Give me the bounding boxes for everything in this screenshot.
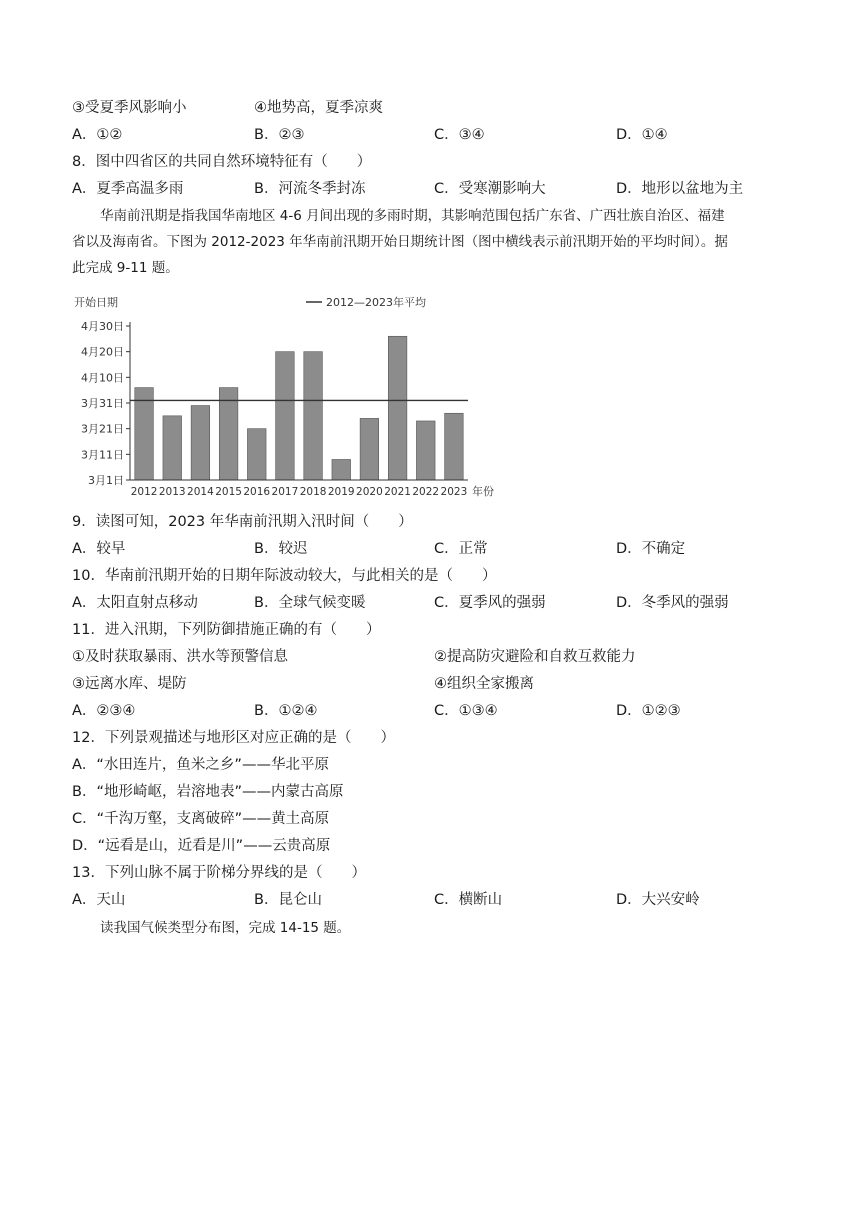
intro-line-3: 此完成 9-11 题。 xyxy=(72,260,179,276)
flood-season-start-chart xyxy=(70,292,510,504)
bar-2022 xyxy=(416,421,435,480)
y-tick-label: 3月1日 xyxy=(88,474,124,487)
chart-x-axis-label: 年份 xyxy=(472,485,494,498)
bar-2023 xyxy=(445,413,464,480)
legend-label: 2012—2023年平均 xyxy=(326,296,426,309)
x-tick-label: 2014 xyxy=(187,486,214,498)
x-axis-ticks xyxy=(131,486,468,498)
q12-stem: 12．下列景观描述与地形区对应正确的是（ ） xyxy=(72,730,395,746)
x-tick-label: 2020 xyxy=(356,486,383,498)
q13-option-b[interactable]: B．昆仑山 xyxy=(254,892,322,908)
intro-line-2: 省以及海南省。下图为 2012-2023 年华南前汛期开始日期统计图（图中横线表示前汛期开始的平均时间）。据 xyxy=(72,234,728,250)
q9-option-d[interactable]: D．不确定 xyxy=(616,541,686,557)
q9-stem: 9．读图可知，2023 年华南前汛期入汛时间（ ） xyxy=(72,514,413,530)
q8-option-c[interactable]: C．受寒潮影响大 xyxy=(434,181,546,197)
q11-item-3: ③远离水库、堤防 xyxy=(72,676,187,692)
x-tick-label: 2023 xyxy=(440,486,468,498)
y-tick-label: 3月21日 xyxy=(81,422,124,436)
bar-2016 xyxy=(247,429,266,480)
y-axis-ticks xyxy=(81,320,130,487)
chart-legend xyxy=(306,295,426,309)
q11-option-d[interactable]: D．①②③ xyxy=(616,703,681,719)
y-tick-label: 4月20日 xyxy=(81,345,124,359)
q13-option-d[interactable]: D．大兴安岭 xyxy=(616,892,700,908)
q7-option-b[interactable]: B．②③ xyxy=(254,127,305,143)
q8-option-a[interactable]: A．夏季高温多雨 xyxy=(72,181,184,197)
x-tick-label: 2021 xyxy=(384,486,411,498)
q12-option-a[interactable]: A．“水田连片，鱼米之乡”——华北平原 xyxy=(72,757,329,773)
q12-option-c[interactable]: C．“千沟万壑，支离破碎”——黄土高原 xyxy=(72,811,330,827)
q9-option-c[interactable]: C．正常 xyxy=(434,541,488,557)
x-tick-label: 2013 xyxy=(158,486,186,498)
q13-option-c[interactable]: C．横断山 xyxy=(434,892,503,908)
x-tick-label: 2018 xyxy=(299,486,327,498)
q10-option-c[interactable]: C．夏季风的强弱 xyxy=(434,595,546,611)
q10-option-a[interactable]: A．太阳直射点移动 xyxy=(72,595,198,611)
y-tick-label: 4月10日 xyxy=(81,371,124,385)
y-tick-label: 3月31日 xyxy=(81,397,124,410)
q12-option-d[interactable]: D．“远看是山，近看是川”——云贵高原 xyxy=(72,838,331,854)
q11-stem: 11．进入汛期，下列防御措施正确的有（ ） xyxy=(72,622,381,638)
bar-2021 xyxy=(388,336,407,480)
x-tick-label: 2015 xyxy=(215,486,242,498)
q10-option-b[interactable]: B．全球气候变暖 xyxy=(254,595,366,611)
x-tick-label: 2019 xyxy=(327,486,355,498)
q8-option-b[interactable]: B．河流冬季封冻 xyxy=(254,181,366,197)
q7-option-d[interactable]: D．①④ xyxy=(616,127,668,143)
q8-stem: 8．图中四省区的共同自然环境特征有（ ） xyxy=(72,154,372,170)
chart-bars xyxy=(135,336,463,480)
q13-option-a[interactable]: A．天山 xyxy=(72,892,126,908)
q8-option-d[interactable]: D．地形以盆地为主 xyxy=(616,181,744,197)
x-tick-label: 2012 xyxy=(130,486,158,498)
q11-item-1: ①及时获取暴雨、洪水等预警信息 xyxy=(72,649,288,665)
q7-option-c[interactable]: C．③④ xyxy=(434,127,485,143)
bar-2015 xyxy=(219,388,238,480)
x-tick-label: 2022 xyxy=(412,486,440,498)
q11-option-a[interactable]: A．②③④ xyxy=(72,703,136,719)
q9-option-a[interactable]: A．较早 xyxy=(72,541,126,557)
q11-item-4: ④组织全家搬离 xyxy=(434,676,534,692)
bar-2018 xyxy=(304,352,323,480)
q7-item-4: ④地势高，夏季凉爽 xyxy=(254,100,383,116)
chart-y-axis-label: 开始日期 xyxy=(74,296,118,309)
q9-option-b[interactable]: B．较迟 xyxy=(254,541,308,557)
x-tick-label: 2017 xyxy=(271,486,299,498)
q7-option-a[interactable]: A．①② xyxy=(72,127,123,143)
y-tick-label: 4月30日 xyxy=(81,320,124,333)
intro-paragraph-9-11 xyxy=(72,203,792,281)
y-tick-label: 3月11日 xyxy=(81,448,124,462)
intro-14-15: 读我国气候类型分布图，完成 14-15 题。 xyxy=(100,920,351,936)
x-tick-label: 2016 xyxy=(243,486,271,498)
bar-2019 xyxy=(332,459,351,480)
q10-stem: 10．华南前汛期开始的日期年际波动较大，与此相关的是（ ） xyxy=(72,568,497,584)
bar-2014 xyxy=(191,406,210,480)
q13-stem: 13．下列山脉不属于阶梯分界线的是（ ） xyxy=(72,865,366,881)
q11-option-c[interactable]: C．①③④ xyxy=(434,703,498,719)
intro-line-1: 华南前汛期是指我国华南地区 4-6 月间出现的多雨时期，其影响范围包括广东省、广西壮族自治区、福建 xyxy=(100,208,725,224)
q12-option-b[interactable]: B．“地形崎岖，岩溶地表”——内蒙古高原 xyxy=(72,784,344,800)
q7-item-3: ③受夏季风影响小 xyxy=(72,100,187,116)
q10-option-d[interactable]: D．冬季风的强弱 xyxy=(616,595,729,611)
q11-item-2: ②提高防灾避险和自救互救能力 xyxy=(434,649,636,665)
q11-option-b[interactable]: B．①②④ xyxy=(254,703,318,719)
bar-2013 xyxy=(163,416,182,480)
bar-2020 xyxy=(360,418,379,480)
bar-2012 xyxy=(135,388,154,480)
bar-2017 xyxy=(276,352,295,480)
